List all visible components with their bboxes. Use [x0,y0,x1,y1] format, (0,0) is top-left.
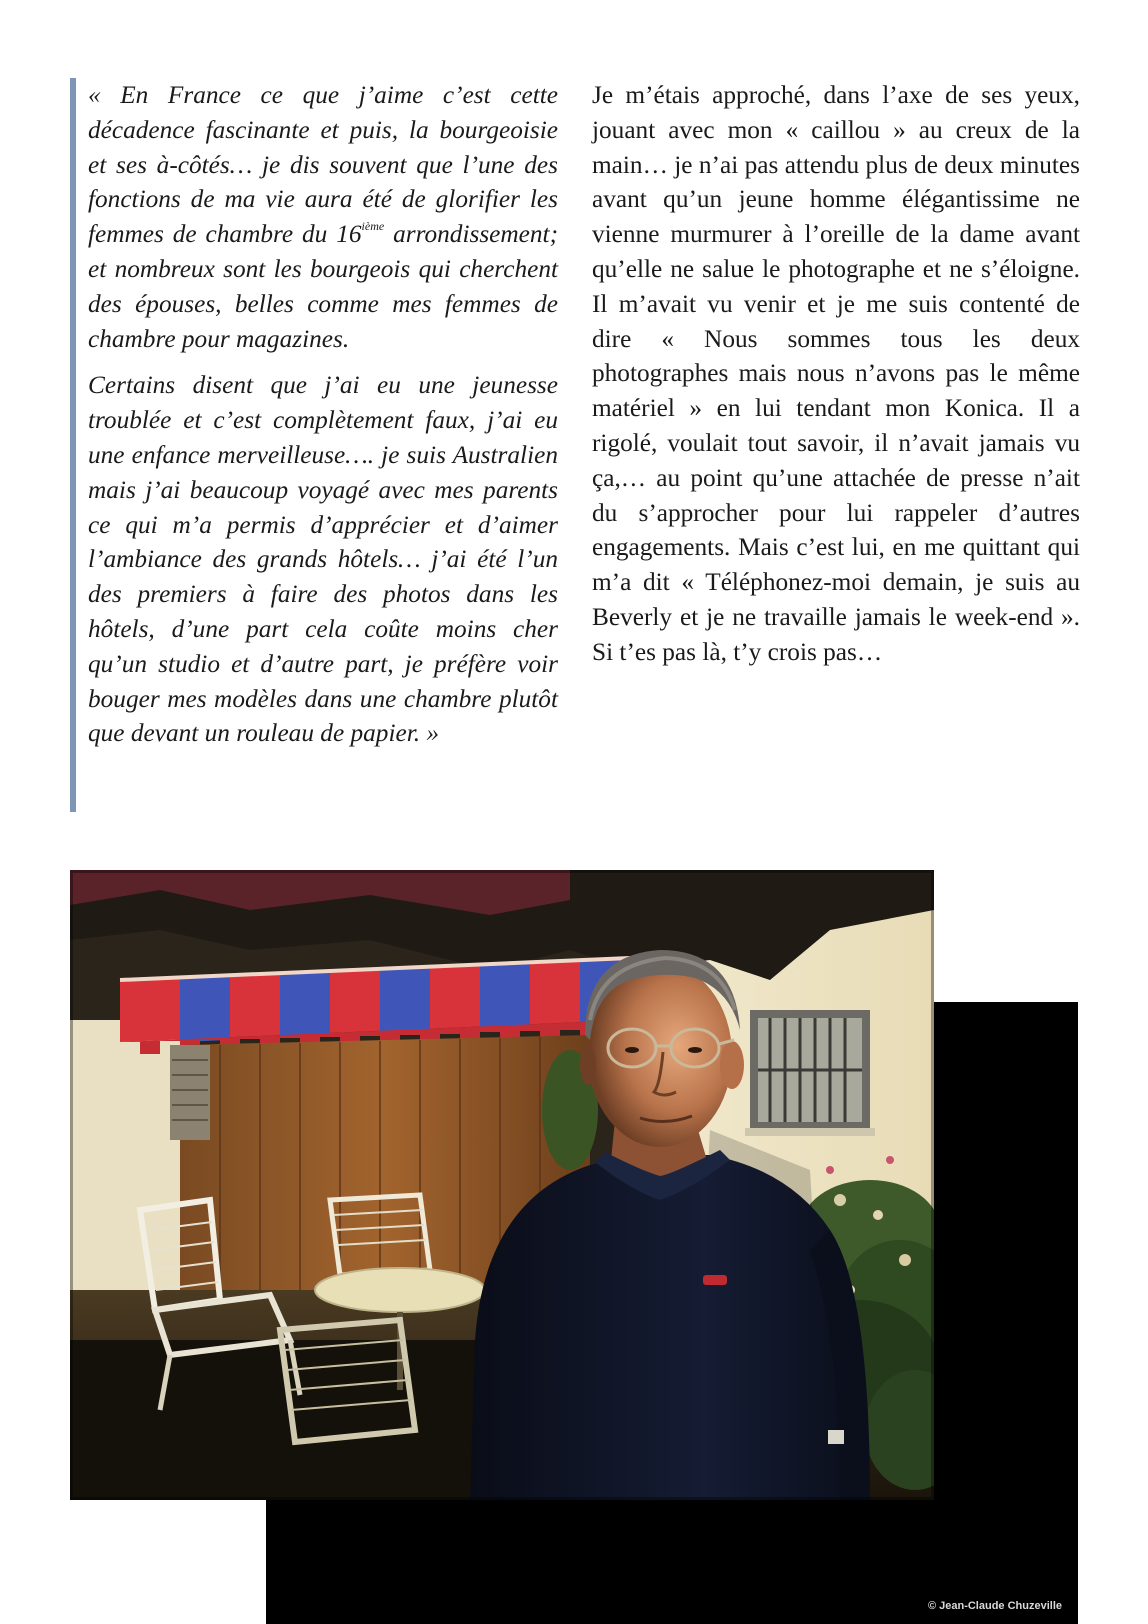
ordinal-superscript: ième [361,219,385,234]
narrative-paragraph: Je m’étais approché, dans l’axe de ses yeux, jouant avec mon « caillou » au creux de la main… je n’ai pas attendu plus de deux minutes avant qu’un jeune homme élégantissime ne vienne murmurer à l’oreille de la dame avant qu’elle ne salue le photographe et ne s’éloigne. Il m’avait vu venir et je me suis contenté de dire « Nous sommes tous les deux photographes mais nous n’avons pas le même matériel » en lui tendant mon Konica. Il a rigolé, voulait tout savoir, il n’avait jamais vu ça,… au point qu’une attachée de presse n’ait du s’approcher pour lui rappeler d’autres engagements. Mais c’est lui, en me quittant qui m’a dit « Téléphonez-moi demain, je suis au Beverly et je ne travaille jamais le week-end ». Si t’es pas là, t’y crois pas… [592,81,1080,666]
quote-paragraph-1-text-b: arrondissement; et nombreux sont les bourgeois qui cherchent des épouses, belles comme mes femmes de chambre pour magazines. [88,220,558,353]
barred-window [745,1010,875,1136]
portrait-photo [70,870,934,1500]
quote-paragraph-1 [88,78,558,356]
photo-credit: © Jean-Claude Chuzeville [927,1600,1062,1612]
narrative-column [592,78,1080,670]
quote-paragraph-1-text-a: « En France ce que j’aime c’est cette décadence fascinante et puis, la bourgeoisie et ses à-côtés… je dis souvent que l’une des fonctions de ma vie aura été de glorifier les femmes de chambre du 16 [88,81,558,249]
shirt-logo [703,1275,727,1285]
portrait-illustration [70,870,934,1500]
quote-column [70,78,558,812]
quote-paragraph-2: Certains disent que j’ai eu une jeunesse troublée et c’est complètement faux, j’ai eu une enfance merveilleuse…. je suis Australien mais j’ai beaucoup voyagé avec mes parents ce qui m’a permis d’apprécier et d’aimer l’ambiance des grands hôtels… j’ai été l’un des premiers à faire des photos dans les hôtels, d’une part cela coûte moins cher qu’un studio et d’autre part, je préfère voir bouger mes modèles dans une chambre plutôt que devant un rouleau de papier. » [88,371,558,748]
